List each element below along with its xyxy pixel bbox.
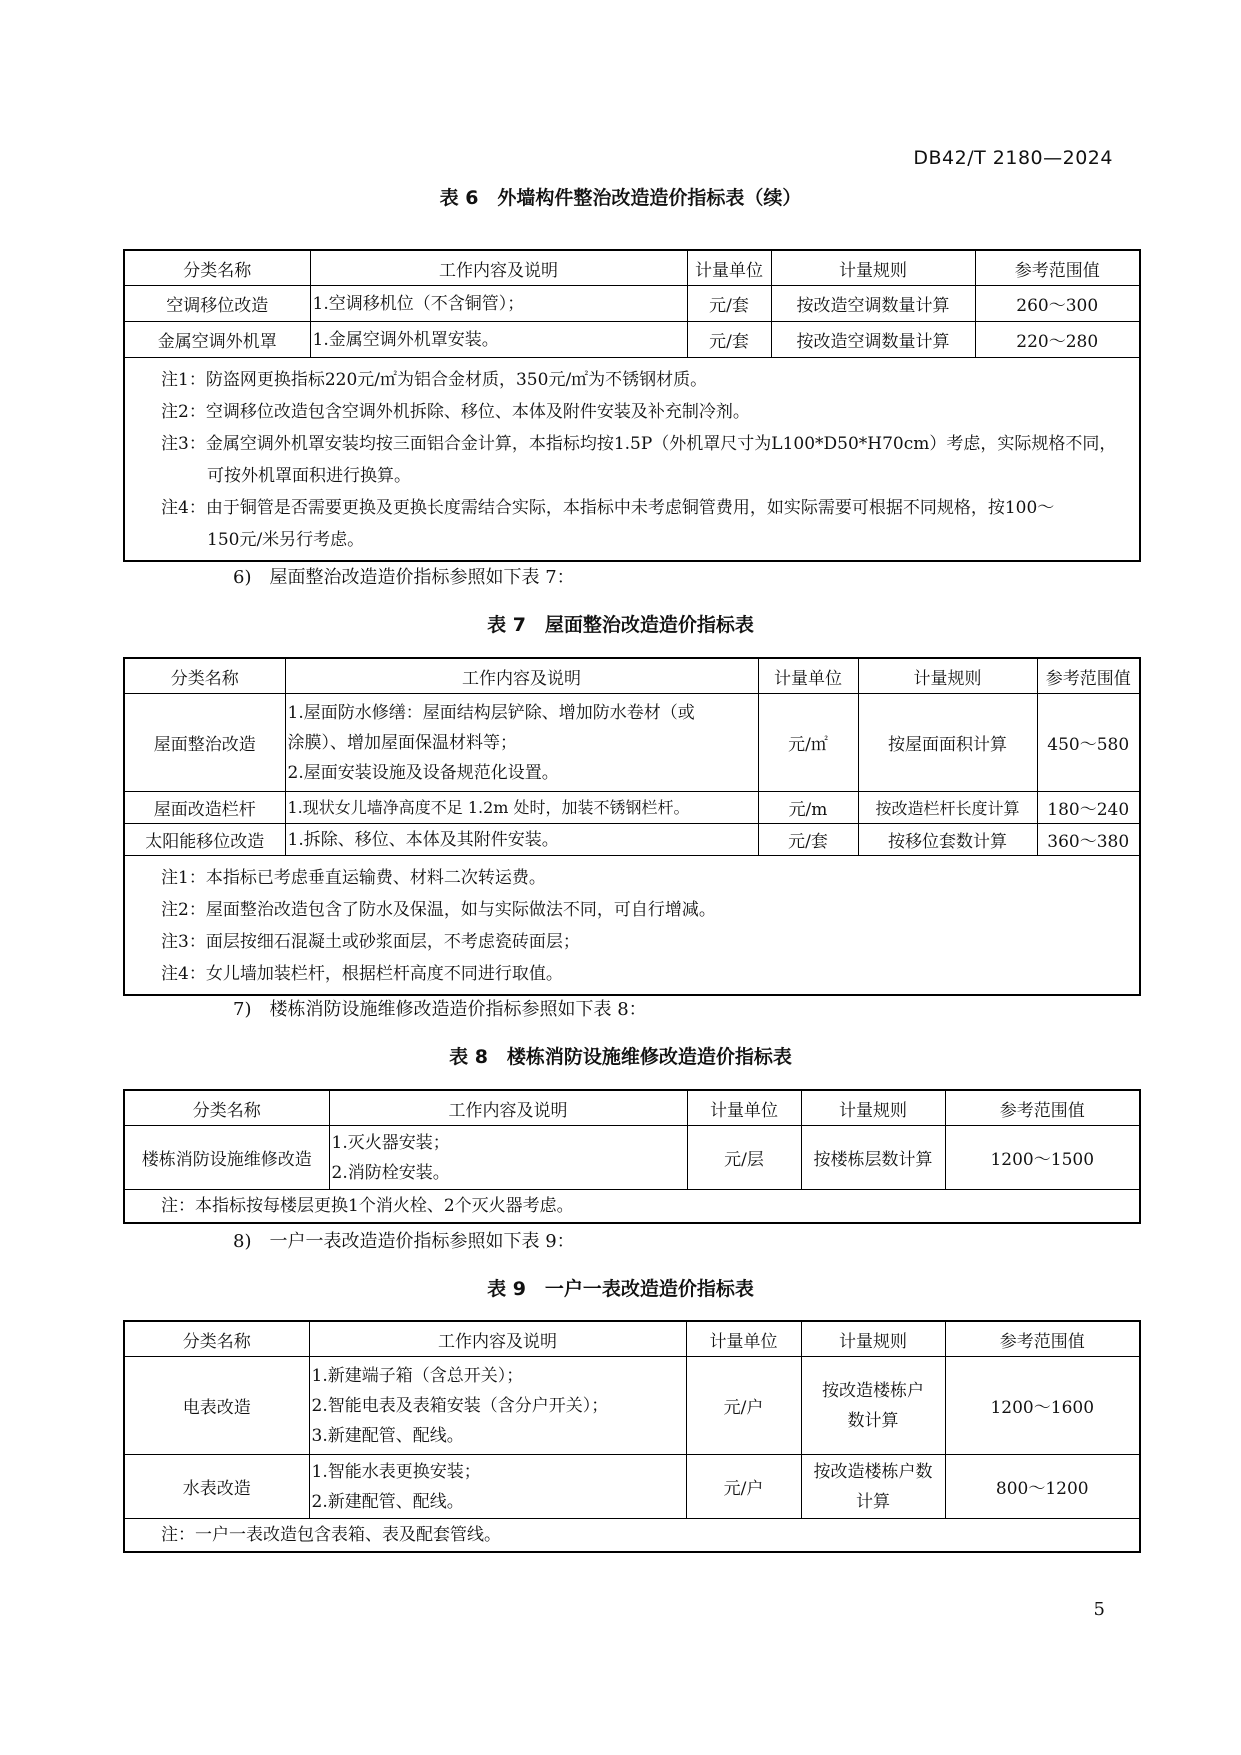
rule-line: 计算 xyxy=(856,1491,890,1512)
note: 可按外机罩面积进行换算。 xyxy=(207,466,411,486)
cell-unit: 元/户 xyxy=(686,1455,801,1519)
cell-range: 360～380 xyxy=(1037,824,1140,856)
notes-cell xyxy=(124,1519,1140,1553)
cell-range: 260～300 xyxy=(975,286,1140,322)
table6-notes-row xyxy=(124,358,1140,562)
cell-range: 1200～1500 xyxy=(945,1126,1140,1190)
cell-rule: 按屋面面积计算 xyxy=(858,694,1037,792)
col-header: 工作内容及说明 xyxy=(309,1321,686,1357)
content-line: 1.智能水表更换安装； xyxy=(311,1461,481,1482)
cell-name: 屋面整治改造 xyxy=(124,694,285,792)
table-row xyxy=(124,792,1140,824)
col-header: 分类名称 xyxy=(124,1321,309,1357)
col-header: 工作内容及说明 xyxy=(285,658,758,694)
table7 xyxy=(123,657,1141,996)
cell-rule: 按改造空调数量计算 xyxy=(771,322,975,358)
table-row xyxy=(124,694,1140,792)
col-header: 分类名称 xyxy=(124,1090,329,1126)
table9-header-row xyxy=(124,1321,1140,1357)
cell-content: 1.空调移机位（不含铜管）； xyxy=(310,286,687,322)
cell-unit: 元/户 xyxy=(686,1357,801,1455)
cell-unit: 元/套 xyxy=(758,824,858,856)
paragraph-8: 8) 一户一表改造造价指标参照如下表 9： xyxy=(233,1231,575,1252)
cell-unit: 元/层 xyxy=(687,1126,801,1190)
table6 xyxy=(123,249,1141,562)
paragraph-6: 6) 屋面整治改造造价指标参照如下表 7： xyxy=(233,567,575,588)
col-header: 参考范围值 xyxy=(945,1090,1140,1126)
table-row xyxy=(124,1126,1140,1190)
note: 150元/米另行考虑。 xyxy=(207,530,365,550)
cell-rule: 按改造栏杆长度计算 xyxy=(858,792,1037,824)
cell-content: 1.金属空调外机罩安装。 xyxy=(310,322,687,358)
table8-header-row xyxy=(124,1090,1140,1126)
cell-rule xyxy=(801,1455,945,1519)
content-line: 1.新建端子箱（含总开关）； xyxy=(311,1365,524,1386)
note: 注3：面层按细石混凝土或砂浆面层，不考虑瓷砖面层； xyxy=(161,932,580,952)
table8-notes-row xyxy=(124,1190,1140,1224)
cell-rule: 按楼栋层数计算 xyxy=(801,1126,945,1190)
col-header: 计量单位 xyxy=(758,658,858,694)
table-row xyxy=(124,286,1140,322)
note: 注1：防盗网更换指标220元/㎡为铝合金材质，350元/㎡为不锈钢材质。 xyxy=(161,370,708,390)
cell-content: 1.现状女儿墙净高度不足 1.2m 处时，加装不锈钢栏杆。 xyxy=(285,792,758,824)
paragraph-7: 7) 楼栋消防设施维修改造造价指标参照如下表 8： xyxy=(233,999,647,1020)
col-header: 计量单位 xyxy=(687,1090,801,1126)
cell-content xyxy=(285,694,758,792)
cell-unit: 元/m xyxy=(758,792,858,824)
rule-line: 数计算 xyxy=(847,1410,899,1431)
table8-title: 表 8 楼栋消防设施维修改造造价指标表 xyxy=(449,1046,792,1068)
col-header: 工作内容及说明 xyxy=(310,250,687,286)
table9-notes-row xyxy=(124,1519,1140,1553)
cell-content xyxy=(309,1357,686,1455)
rule-line: 按改造楼栋户 xyxy=(822,1380,924,1401)
notes-cell xyxy=(124,1190,1140,1224)
table9-title: 表 9 一户一表改造造价指标表 xyxy=(487,1278,754,1300)
cell-content xyxy=(309,1455,686,1519)
note: 注：一户一表改造包含表箱、表及配套管线。 xyxy=(161,1525,501,1545)
note: 注2：空调移位改造包含空调外机拆除、移位、本体及附件安装及补充制冷剂。 xyxy=(161,402,750,422)
cell-name: 电表改造 xyxy=(124,1357,309,1455)
cell-range: 180～240 xyxy=(1037,792,1140,824)
cell-content: 1.拆除、移位、本体及其附件安装。 xyxy=(285,824,758,856)
content-line: 2.智能电表及表箱安装（含分户开关）； xyxy=(311,1395,609,1416)
cell-name: 楼栋消防设施维修改造 xyxy=(124,1126,329,1190)
col-header: 参考范围值 xyxy=(1037,658,1140,694)
content-line: 3.新建配管、配线。 xyxy=(311,1425,464,1446)
notes-cell xyxy=(124,856,1140,996)
cell-unit: 元/㎡ xyxy=(758,694,858,792)
col-header: 分类名称 xyxy=(124,658,285,694)
cell-range: 450～580 xyxy=(1037,694,1140,792)
col-header: 计量规则 xyxy=(801,1090,945,1126)
col-header: 参考范围值 xyxy=(945,1321,1140,1357)
cell-name: 屋面改造栏杆 xyxy=(124,792,285,824)
col-header: 计量规则 xyxy=(858,658,1037,694)
table-row xyxy=(124,322,1140,358)
note: 注3：金属空调外机罩安装均按三面铝合金计算，本指标均按1.5P（外机罩尺寸为L100*D50*H70cm）考虑，实际规格不同， xyxy=(161,434,1117,454)
table7-title: 表 7 屋面整治改造造价指标表 xyxy=(487,614,754,636)
cell-unit: 元/套 xyxy=(687,322,771,358)
col-header: 工作内容及说明 xyxy=(329,1090,687,1126)
col-header: 计量规则 xyxy=(801,1321,945,1357)
cell-name: 水表改造 xyxy=(124,1455,309,1519)
table6-title: 表 6 外墙构件整治改造造价指标表（续） xyxy=(439,187,802,209)
content-line: 涂膜）、增加屋面保温材料等； xyxy=(287,732,517,753)
cell-name: 太阳能移位改造 xyxy=(124,824,285,856)
cell-name: 空调移位改造 xyxy=(124,286,310,322)
cell-rule: 按移位套数计算 xyxy=(858,824,1037,856)
content-line: 2.新建配管、配线。 xyxy=(311,1491,464,1512)
standard-code: DB42/T 2180—2024 xyxy=(913,147,1113,169)
cell-unit: 元/套 xyxy=(687,286,771,322)
table8 xyxy=(123,1089,1141,1224)
note: 注：本指标按每楼层更换1个消火栓、2个灭火器考虑。 xyxy=(161,1196,574,1216)
table7-header-row xyxy=(124,658,1140,694)
cell-content xyxy=(329,1126,687,1190)
notes-cell xyxy=(124,358,1140,562)
cell-rule xyxy=(801,1357,945,1455)
cell-range: 1200～1600 xyxy=(945,1357,1140,1455)
cell-name: 金属空调外机罩 xyxy=(124,322,310,358)
col-header: 计量规则 xyxy=(771,250,975,286)
note: 注1：本指标已考虑垂直运输费、材料二次转运费。 xyxy=(161,868,546,888)
table7-notes-row xyxy=(124,856,1140,996)
note: 注4：由于铜管是否需要更换及更换长度需结合实际，本指标中未考虑铜管费用，如实际需要可根据不同规格，按100～ xyxy=(161,498,1055,518)
content-line: 1.屋面防水修缮：屋面结构层铲除、增加防水卷材（或 xyxy=(287,702,695,723)
rule-line: 按改造楼栋户数 xyxy=(813,1461,933,1482)
table6-header-row xyxy=(124,250,1140,286)
col-header: 计量单位 xyxy=(687,250,771,286)
content-line: 2.消防栓安装。 xyxy=(331,1162,450,1183)
table-row xyxy=(124,1357,1140,1455)
cell-rule: 按改造空调数量计算 xyxy=(771,286,975,322)
note: 注2：屋面整治改造包含了防水及保温，如与实际做法不同，可自行增减。 xyxy=(161,900,716,920)
table9 xyxy=(123,1320,1141,1553)
table-row xyxy=(124,824,1140,856)
note: 注4：女儿墙加装栏杆，根据栏杆高度不同进行取值。 xyxy=(161,964,563,984)
table-row xyxy=(124,1455,1140,1519)
col-header: 分类名称 xyxy=(124,250,310,286)
page-number: 5 xyxy=(1093,1599,1105,1620)
cell-range: 220～280 xyxy=(975,322,1140,358)
col-header: 计量单位 xyxy=(686,1321,801,1357)
cell-range: 800～1200 xyxy=(945,1455,1140,1519)
content-line: 1.灭火器安装； xyxy=(331,1132,450,1153)
content-line: 2.屋面安装设施及设备规范化设置。 xyxy=(287,762,559,783)
col-header: 参考范围值 xyxy=(975,250,1140,286)
